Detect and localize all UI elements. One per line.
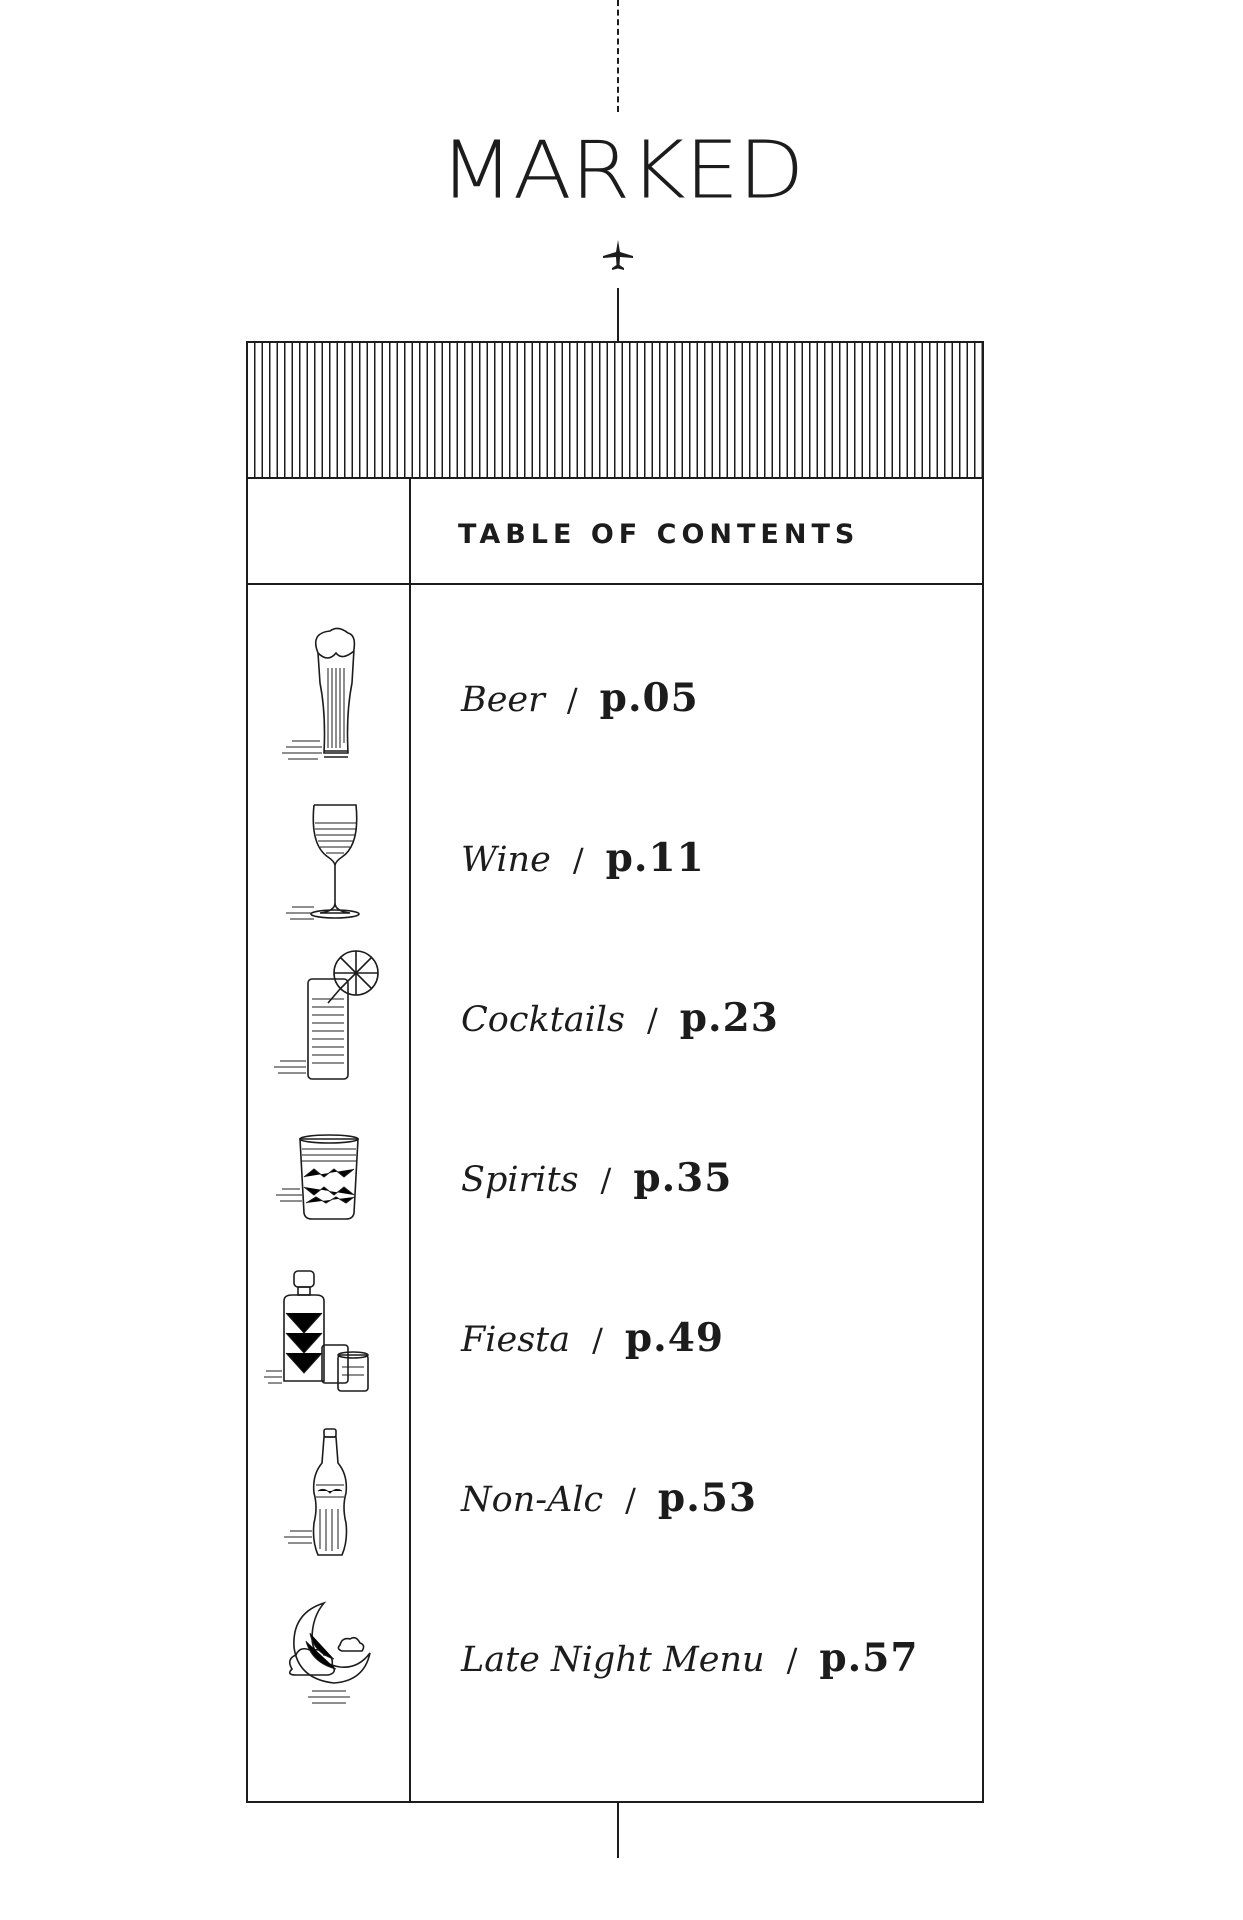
entry-page-number: p.23 bbox=[679, 995, 779, 1041]
toc-entry-cocktails[interactable] bbox=[248, 943, 982, 1093]
entry-page-number: p.11 bbox=[605, 835, 705, 881]
entry-page-number: p.57 bbox=[819, 1635, 919, 1681]
entry-separator: / bbox=[646, 1001, 658, 1039]
toc-heading: TABLE OF CONTENTS bbox=[458, 519, 860, 550]
entry-label: Fiesta bbox=[461, 1320, 571, 1360]
entry-page-number: p.35 bbox=[633, 1155, 733, 1201]
entry-separator: / bbox=[572, 841, 584, 879]
entry-separator: / bbox=[625, 1481, 636, 1519]
entry-page-number: p.05 bbox=[599, 675, 699, 721]
toc-entry-beer[interactable] bbox=[248, 623, 982, 773]
entry-label: Late Night Menu bbox=[461, 1640, 765, 1680]
top-dashed-line bbox=[617, 0, 619, 112]
entry-separator: / bbox=[600, 1161, 612, 1199]
toc-entry-fiesta[interactable] bbox=[248, 1263, 982, 1413]
rocks-glass-icon bbox=[262, 1103, 396, 1253]
entry-page-number: p.53 bbox=[657, 1475, 758, 1521]
entry-label: Spirits bbox=[461, 1160, 579, 1200]
heading-divider bbox=[248, 583, 982, 585]
connector-line-bottom bbox=[617, 1803, 619, 1858]
entry-label: Non-Alc bbox=[461, 1480, 604, 1520]
entry-label: Cocktails bbox=[461, 1000, 625, 1040]
toc-entry-wine[interactable] bbox=[248, 783, 982, 933]
connector-line-top bbox=[617, 288, 619, 341]
decanter-icon bbox=[262, 1263, 396, 1413]
moon-cloud-icon bbox=[262, 1583, 396, 1733]
airplane-icon bbox=[601, 238, 635, 272]
wine-glass-icon bbox=[262, 783, 396, 933]
hatched-header-band bbox=[248, 343, 982, 479]
toc-entry-spirits[interactable] bbox=[248, 1103, 982, 1253]
toc-entry-late-night-menu[interactable] bbox=[248, 1583, 982, 1733]
soda-bottle-icon bbox=[262, 1423, 396, 1573]
brand-logo: MARKED bbox=[439, 125, 804, 217]
toc-panel bbox=[246, 341, 984, 1803]
entry-label: Wine bbox=[461, 840, 551, 880]
entry-separator: / bbox=[592, 1321, 603, 1359]
entry-separator: / bbox=[566, 681, 578, 719]
cocktail-umbrella-icon bbox=[262, 943, 396, 1093]
beer-glass-icon bbox=[262, 623, 396, 773]
entry-label: Beer bbox=[461, 680, 545, 720]
entry-page-number: p.49 bbox=[624, 1315, 724, 1361]
toc-entry-non-alc[interactable] bbox=[248, 1423, 982, 1573]
entry-separator: / bbox=[786, 1641, 798, 1679]
